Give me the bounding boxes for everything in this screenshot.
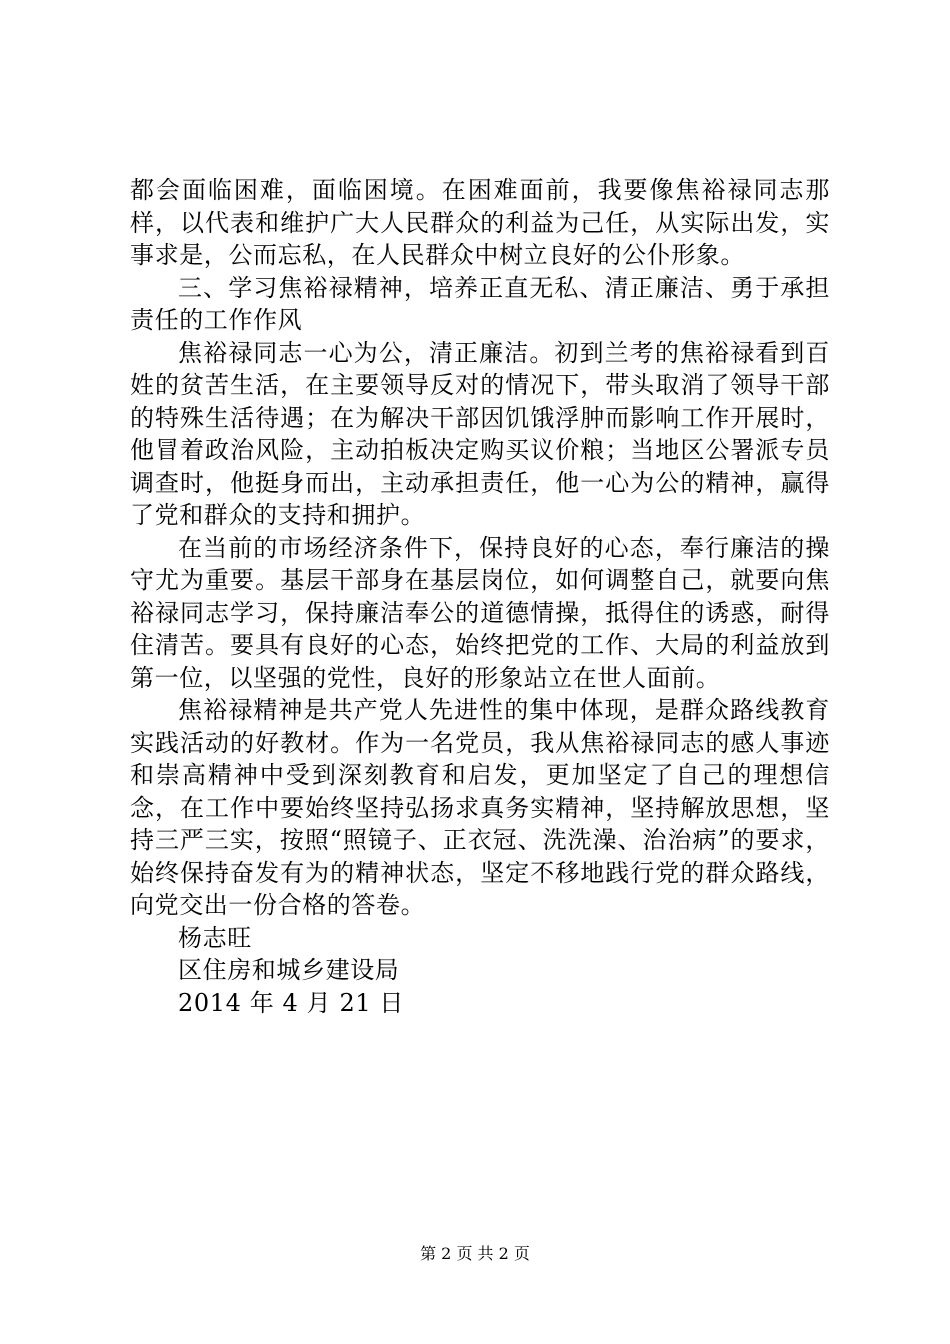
document-body xyxy=(130,174,830,1019)
signature-date: 2014 年 4 月 21 日 xyxy=(178,988,405,1017)
page-footer xyxy=(0,1244,950,1264)
paragraph: 焦裕禄精神是共产党人先进性的集中体现，是群众路线教育实践活动的好教材。作为一名党员，我从焦裕禄同志的感人事迹和崇高精神中受到深刻教育和启发，更加坚定了自己的理想信念，在工作中要始终坚持弘扬求真务实精神，坚持解放思想，坚持三严三实，按照“照镜子、正衣冠、洗洗澡、治治病”的要求，始终保持奋发有为的精神状态，坚定不移地践行党的群众路线，向党交出一份合格的答卷。 xyxy=(130,696,830,919)
signature-organization: 区住房和城乡建设局 xyxy=(178,956,400,984)
paragraph: 焦裕禄同志一心为公，清正廉洁。初到兰考的焦裕禄看到百姓的贫苦生活，在主要领导反对的情况下，带头取消了领导干部的特殊生活待遇；在为解决干部因饥饿浮肿而影响工作开展时，他冒着政治风险，主动拍板决定购买议价粮；当地区公署派专员调查时，他挺身而出，主动承担责任，他一心为公的精神，赢得了党和群众的支持和拥护。 xyxy=(130,338,830,529)
section-heading: 三、学习焦裕禄精神，培养正直无私、清正廉洁、勇于承担责任的工作作风 xyxy=(130,273,830,334)
signature-name: 杨志旺 xyxy=(178,923,252,952)
paragraph: 都会面临困难，面临困境。在困难面前，我要像焦裕禄同志那样，以代表和维护广大人民群众的利益为己任，从实际出发，实事求是，公而忘私，在人民群众中树立良好的公仆形象。 xyxy=(130,176,830,269)
page-indicator: 第 2 页 共 2 页 xyxy=(420,1244,530,1263)
paragraph: 在当前的市场经济条件下，保持良好的心态，奉行廉洁的操守尤为重要。基层干部身在基层岗位，如何调整自己，就要向焦裕禄同志学习，保持廉洁奉公的道德情操，抵得住的诱惑，耐得住清苦。要具有良好的心态，始终把党的工作、大局的利益放到第一位，以坚强的党性，良好的形象站立在世人面前。 xyxy=(130,533,830,692)
